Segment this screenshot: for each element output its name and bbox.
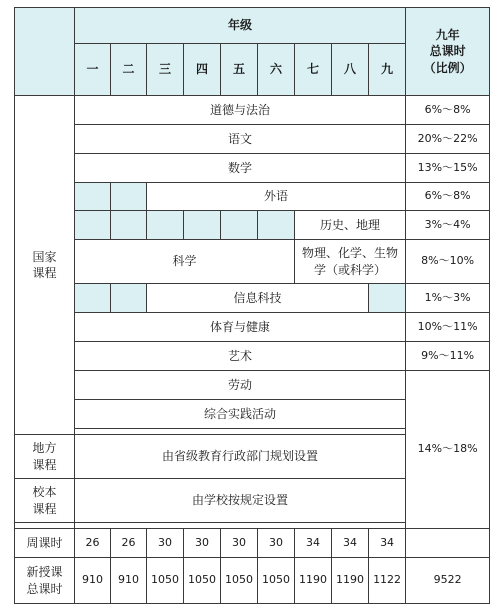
grade-9: 九 [369, 44, 406, 96]
ratio-chinese: 20%～22% [406, 125, 490, 154]
subject-integrated-practice: 综合实践活动 [75, 400, 406, 429]
category-school-line2: 课程 [32, 501, 57, 516]
annual-hours-label-line1: 新授课 [26, 565, 63, 580]
empty-cell [221, 211, 258, 240]
subject-physics-chem-bio-line1: 物理、化学、生物 [302, 246, 399, 261]
annual-hours-grade-3: 1050 [147, 558, 184, 604]
subject-history-geography: 历史、地理 [295, 211, 406, 240]
annual-hours-label-line2: 总课时 [26, 581, 63, 596]
annual-hours-grade-5: 1050 [221, 558, 258, 604]
category-local-line1: 地方 [32, 441, 57, 456]
local-description: 由省级教育行政部门规划设置 [75, 435, 406, 479]
category-national [15, 96, 75, 435]
grade-3: 三 [147, 44, 184, 96]
ratio-combined: 14%～18% [406, 371, 490, 529]
category-school [15, 479, 75, 523]
subject-science: 科学 [75, 240, 295, 284]
weekly-hours-grade-7: 34 [295, 529, 332, 558]
grade-4: 四 [184, 44, 221, 96]
empty-cell [111, 211, 147, 240]
empty-cell [111, 183, 147, 211]
subject-morality-law: 道德与法治 [75, 96, 406, 125]
total-header-line2: 总课时 [429, 44, 466, 59]
empty-cell [111, 284, 147, 313]
ratio-math: 13%～15% [406, 154, 490, 183]
category-national-line1: 国家 [32, 249, 57, 264]
annual-hours-grade-6: 1050 [258, 558, 295, 604]
empty-cell [75, 211, 111, 240]
ratio-foreign-language: 6%～8% [406, 183, 490, 211]
empty-cell [258, 211, 295, 240]
grade-6: 六 [258, 44, 295, 96]
subject-physics-chem-bio [295, 240, 406, 284]
subject-info-tech: 信息科技 [147, 284, 369, 313]
annual-hours-grade-8: 1190 [332, 558, 369, 604]
subject-chinese: 语文 [75, 125, 406, 154]
weekly-hours-grade-5: 30 [221, 529, 258, 558]
category-local [15, 435, 75, 479]
annual-hours-grade-7: 1190 [295, 558, 332, 604]
grade-2: 二 [111, 44, 147, 96]
weekly-hours-grade-2: 26 [111, 529, 147, 558]
weekly-hours-grade-1: 26 [75, 529, 111, 558]
ratio-pe-health: 10%～11% [406, 313, 490, 342]
subject-physics-chem-bio-line2: 学（或科学） [314, 262, 387, 277]
total-header-line1: 九年 [435, 28, 460, 43]
total-hours-header [406, 8, 490, 96]
empty-cell [147, 211, 184, 240]
curriculum-hours-table [14, 7, 490, 604]
grade-7: 七 [295, 44, 332, 96]
ratio-morality-law: 6%～8% [406, 96, 490, 125]
empty-cell [369, 284, 406, 313]
annual-hours-total: 9522 [406, 558, 490, 604]
total-header-line3: （比例） [423, 60, 472, 75]
annual-hours-grade-2: 910 [111, 558, 147, 604]
grade-header: 年级 [75, 8, 406, 44]
category-local-line2: 课程 [32, 457, 57, 472]
subject-arts: 艺术 [75, 342, 406, 371]
subject-math: 数学 [75, 154, 406, 183]
annual-hours-grade-9: 1122 [369, 558, 406, 604]
empty-cell [75, 183, 111, 211]
grade-8: 八 [332, 44, 369, 96]
ratio-arts: 9%～11% [406, 342, 490, 371]
category-school-line1: 校本 [32, 485, 57, 500]
corner-cell [15, 8, 75, 96]
weekly-hours-grade-9: 34 [369, 529, 406, 558]
ratio-science: 8%～10% [406, 240, 490, 284]
weekly-hours-grade-4: 30 [184, 529, 221, 558]
grade-1: 一 [75, 44, 111, 96]
ratio-info-tech: 1%～3% [406, 284, 490, 313]
annual-hours-grade-1: 910 [75, 558, 111, 604]
weekly-hours-label: 周课时 [15, 529, 75, 558]
subject-foreign-language: 外语 [147, 183, 406, 211]
weekly-hours-grade-8: 34 [332, 529, 369, 558]
empty-cell [75, 284, 111, 313]
subject-pe-health: 体育与健康 [75, 313, 406, 342]
school-description: 由学校按规定设置 [75, 479, 406, 523]
weekly-hours-total [406, 529, 490, 558]
weekly-hours-grade-3: 30 [147, 529, 184, 558]
weekly-hours-grade-6: 30 [258, 529, 295, 558]
grade-5: 五 [221, 44, 258, 96]
category-national-line2: 课程 [32, 266, 57, 280]
annual-hours-grade-4: 1050 [184, 558, 221, 604]
subject-labor: 劳动 [75, 371, 406, 400]
empty-cell [184, 211, 221, 240]
ratio-history-geography: 3%～4% [406, 211, 490, 240]
annual-hours-label [15, 558, 75, 604]
